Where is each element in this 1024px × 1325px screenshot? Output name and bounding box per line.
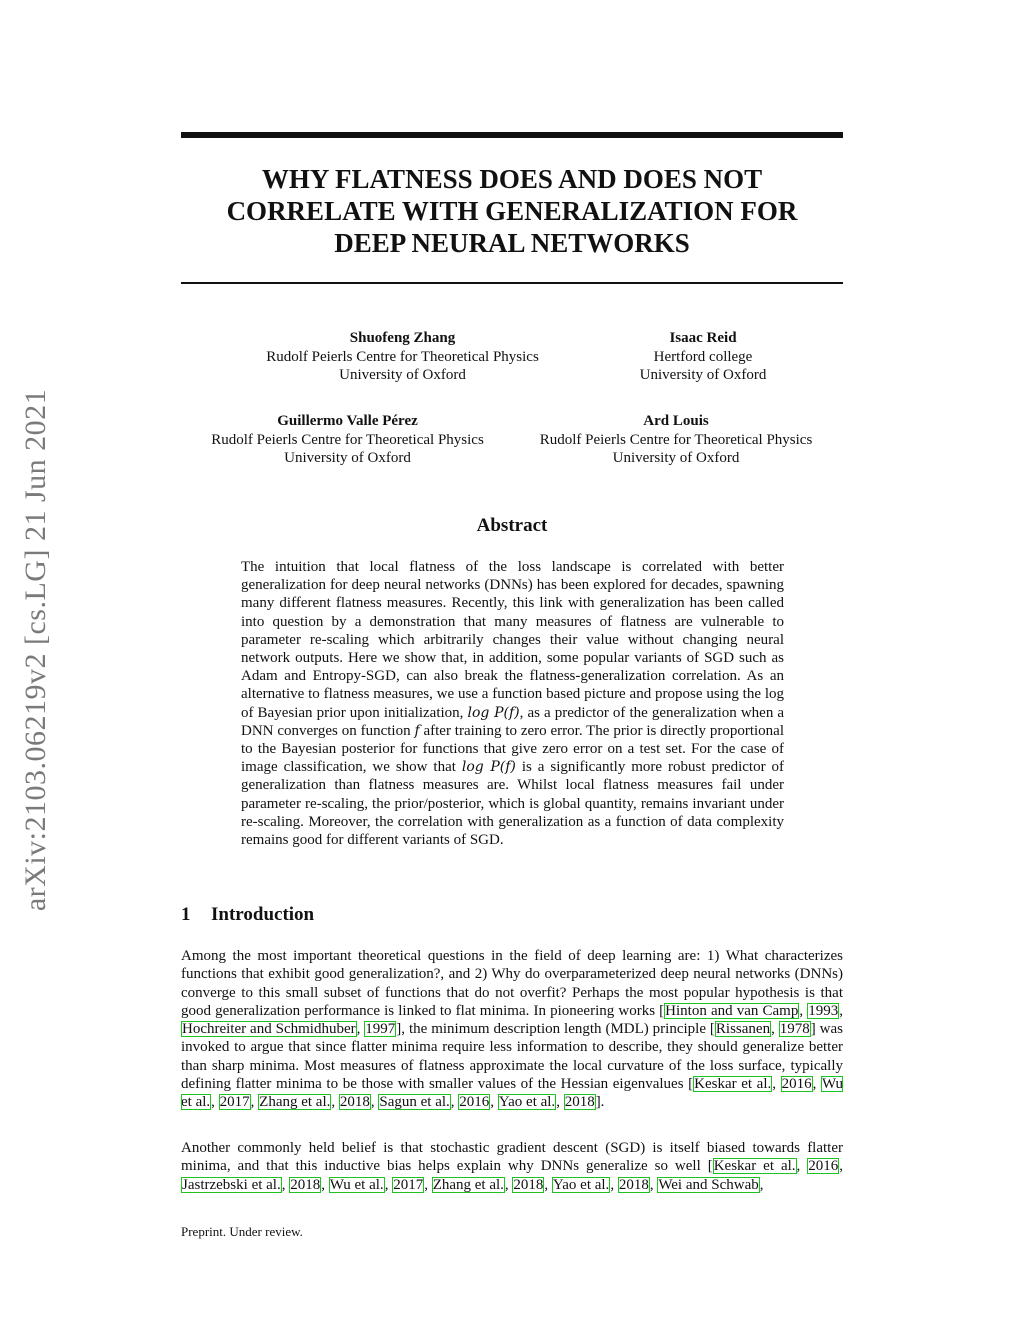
citation-link[interactable]: 2018: [290, 1176, 321, 1193]
paragraph-text: ], the minimum description length (MDL) principle [: [396, 1021, 715, 1038]
author-block: [510, 412, 842, 468]
intro-paragraph: Another commonly held belief is that stochastic gradient descent (SGD) is itself biased towards flatter minima, and that this inductive bias helps explain why DNNs generalize so well [Keskar et al., 2016, Jastrzebski et al., 2018, Wu et al., 2017, Zhang et al., 2018, Yao et al., 2018, Wei and Schwab,: [181, 1140, 844, 1193]
author-affiliation: Rudolf Peierls Centre for Theoretical Physics: [266, 348, 539, 365]
title-line: DEEP NEURAL NETWORKS: [334, 228, 690, 258]
citation-link[interactable]: 2017: [219, 1094, 250, 1111]
section-number: 1: [181, 904, 191, 925]
author-affiliation: Rudolf Peierls Centre for Theoretical Physics: [211, 431, 484, 448]
abstract-text-part: after training to zero error. The prior is directly proportional to the Bayesian posterior for functions that give zero error on a test set. For the case of image classification, we show that: [241, 722, 784, 776]
section-title: Introduction: [211, 904, 315, 925]
paragraph-text: ,: [759, 1176, 764, 1193]
abstract-heading: Abstract: [476, 515, 548, 536]
citation-link[interactable]: 1997: [365, 1021, 396, 1038]
citation-link[interactable]: 2018: [513, 1176, 544, 1193]
author-institution: University of Oxford: [639, 367, 767, 383]
author-block: [583, 329, 823, 385]
author-institution: University of Oxford: [284, 450, 411, 466]
author-name: Shuofeng Zhang: [349, 330, 456, 346]
author-block: [180, 412, 515, 468]
author-affiliation: Rudolf Peierls Centre for Theoretical Physics: [539, 431, 813, 448]
author-name: Isaac Reid: [669, 330, 737, 346]
citation-link[interactable]: Wu et al.: [181, 1076, 844, 1111]
math-log-prior: log P(f): [467, 704, 520, 721]
citation-link[interactable]: Hochreiter and Schmidhuber: [182, 1021, 356, 1038]
citation-link[interactable]: Wu et al.: [329, 1176, 384, 1193]
author-name: Ard Louis: [643, 413, 709, 429]
citation-link[interactable]: Yao et al.: [498, 1094, 556, 1111]
citation-link[interactable]: 2018: [564, 1094, 595, 1111]
citation-link[interactable]: Wei and Schwab: [658, 1176, 759, 1193]
citation-link[interactable]: Yao et al.: [552, 1176, 610, 1193]
citation-link[interactable]: 2018: [618, 1176, 649, 1193]
citation-link[interactable]: Sagun et al.: [379, 1094, 450, 1111]
citation-link[interactable]: Zhang et al.: [432, 1176, 504, 1193]
paragraph-text: Another commonly held belief is that stochastic gradient descent (SGD) is itself biased towards flatter minima, and that this inductive bias helps explain why DNNs generalize so well [: [181, 1140, 843, 1175]
math-log-prior: log P(f): [461, 759, 516, 776]
author-name: Guillermo Valle Pérez: [277, 413, 418, 429]
title-line: WHY FLATNESS DOES AND DOES NOT: [261, 164, 763, 194]
abstract-text-part: , as a predictor of the generalization when a DNN converges on function: [241, 704, 785, 739]
abstract-text-part: The intuition that local flatness of the loss landscape is correlated with better generalization for deep neural networks (DNNs) has been explored for decades, spawning many different flatness measures. Recently, this link with generalization has been called into question by a demonstration that many measures of flatness are vulnerable to parameter re-scaling which arbitrarily changes their value without changing neural network outputs. Here we show that, in addition, some popular variants of SGD such as Adam and Entropy-SGD, can also break the flatness-generalization correlation. As an alternative to flatness measures, we use a function based picture and propose using the log of Bayesian prior upon initialization,: [241, 559, 784, 721]
footer-note: Preprint. Under review.: [181, 1224, 303, 1239]
citation-link[interactable]: Hinton and van Camp: [665, 1002, 799, 1019]
citation-link[interactable]: 2016: [781, 1076, 812, 1093]
paragraph-text: ].: [595, 1094, 605, 1111]
author-institution: University of Oxford: [612, 450, 740, 466]
math-function: f: [414, 722, 420, 739]
citation-link[interactable]: 2016: [459, 1094, 490, 1111]
citation-link[interactable]: 2016: [808, 1158, 839, 1175]
paragraph-text: ] was invoked to argue that since flatter minima require less information to describe, they should generalize better than sharp minima. Most measures of flatness approximate the local curvature of the loss surface, typically defining flatter minima to be those with smaller values of the Hessian eigenvalues [: [181, 1021, 844, 1093]
title-bottom-rule: [181, 282, 843, 284]
abstract-text: [241, 558, 784, 849]
citation-link[interactable]: 1978: [779, 1021, 810, 1038]
author-block: [230, 329, 575, 385]
citation-link[interactable]: Rissanen: [715, 1021, 771, 1038]
citation-link[interactable]: 2017: [393, 1176, 424, 1193]
author-affiliation: Hertford college: [653, 348, 753, 365]
citation-link[interactable]: Jastrzebski et al.: [182, 1176, 281, 1193]
abstract-text-part: is a significantly more robust predictor of generalization than flatness measures are. Whilst local flatness measures fail under parameter re-scaling, the prior/posterior, which is global quantity, remains invariant under re-scaling. Moreover, the correlation with generalization as a function of data complexity remains good for different variants of SGD.: [241, 759, 785, 849]
paper-title: [181, 163, 843, 259]
citation-link[interactable]: 1993: [808, 1002, 839, 1019]
paragraph-text: Among the most important theoretical questions in the field of deep learning are: 1) What characterizes functions that exhibit good generalization?, and 2) Why do overparameterized deep neural networks (DNNs) converge to this small subset of functions that do not overfit? Perhaps the most popular hypothesis is that good generalization performance is linked to flat minima. In pioneering works [: [181, 948, 843, 1019]
citation-link[interactable]: Zhang et al.: [259, 1094, 331, 1111]
intro-paragraph: Among the most important theoretical questions in the field of deep learning are: 1) What characterizes functions that exhibit good generalization?, and 2) Why do overparameterized deep neural networks (DNNs) converge to this small subset of functions that do not overfit? Perhaps the most popular hypothesis is that good generalization performance is linked to flat minima. In pioneering works [Hinton and van Camp, 1993, Hochreiter and Schmidhuber, 1997], the minimum description length (MDL) principle [Rissanen, 1978] was invoked to argue that since flatter minima require less information to describe, they should generalize better than sharp minima. Most measures of flatness approximate the local curvature of the loss surface, typically defining flatter minima to be those with smaller values of the Hessian eigenvalues [Keskar et al., 2016, Wu et al., 2017, Zhang et al., 2018, Sagun et al., 2016, Yao et al., 2018].: [181, 948, 844, 1111]
citation-link[interactable]: Keskar et al.: [694, 1076, 772, 1093]
title-top-rule: [181, 132, 843, 138]
citation-link[interactable]: Keskar et al.: [713, 1158, 796, 1175]
title-line: CORRELATE WITH GENERALIZATION FOR: [226, 196, 798, 226]
author-institution: University of Oxford: [339, 367, 466, 383]
citation-link[interactable]: 2018: [339, 1094, 370, 1111]
arxiv-identifier-stamp: arXiv:2103.06219v2 [cs.LG] 21 Jun 2021: [19, 388, 52, 912]
section-heading: [181, 904, 843, 926]
